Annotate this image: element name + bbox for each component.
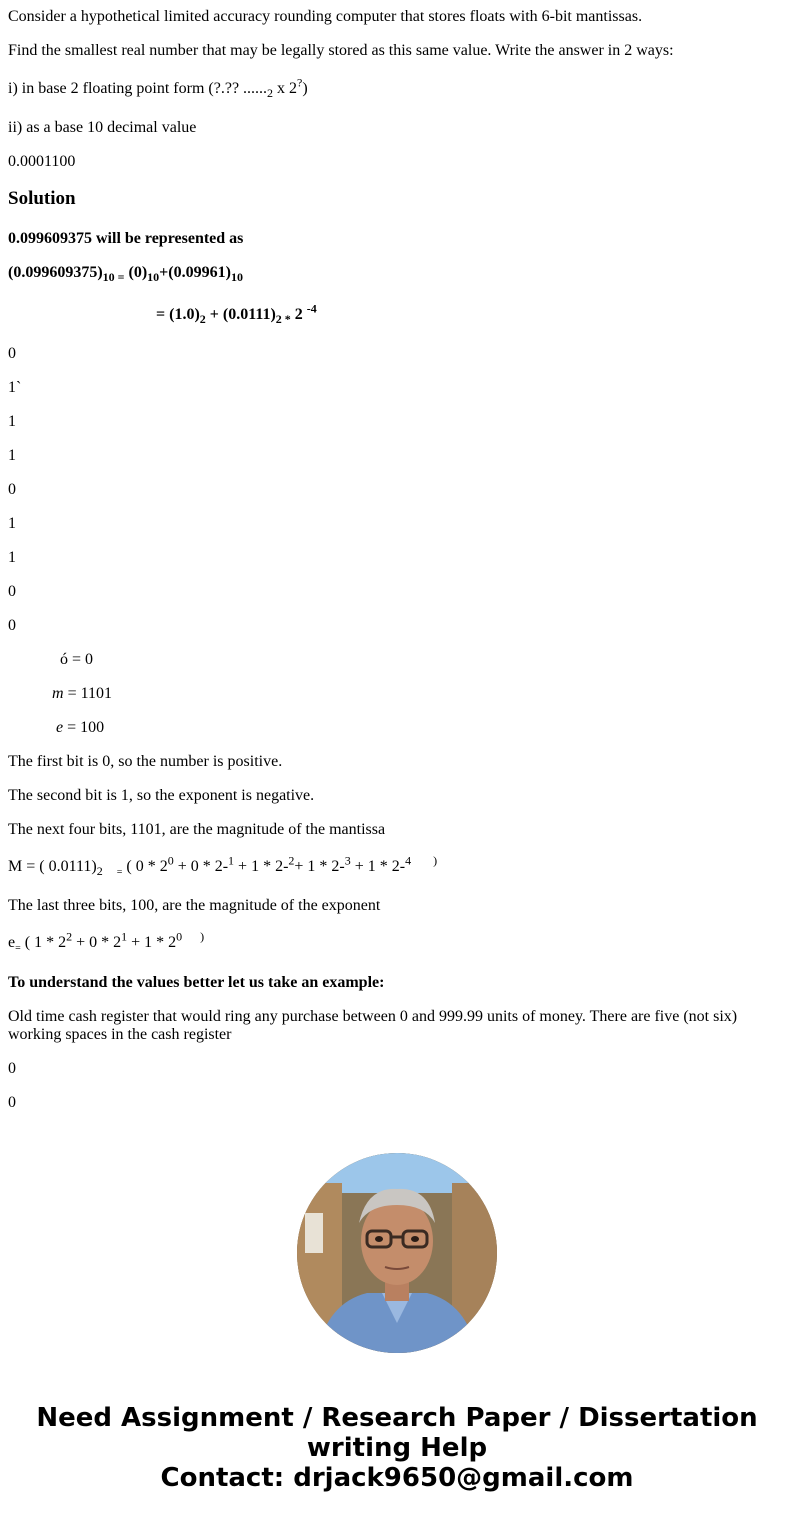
banner-contact: Contact: drjack9650@gmail.com [160, 1463, 634, 1493]
m-var: m [52, 685, 64, 702]
q3-end: ) [302, 80, 308, 97]
bit-6: 1 [8, 549, 16, 566]
eq2-b: + (0.0111) [205, 306, 276, 323]
explanation-3: The next four bits, 1101, are the magnitude of the mantissa [8, 821, 386, 838]
tail-bit-1: 0 [8, 1094, 16, 1111]
bit-7: 0 [8, 583, 16, 600]
question-line-4: ii) as a base 10 decimal value [8, 119, 197, 136]
eq2-c: 2 [290, 306, 307, 323]
bit-8: 0 [8, 617, 16, 634]
e-eq-sub: = [15, 943, 21, 955]
example-heading: To understand the values better let us take an example: [8, 974, 385, 991]
m-eq-p3: + 0 * 2- [173, 858, 229, 875]
eq2-a: = (1.0) [156, 306, 200, 323]
eq1-b-sub: 10 [147, 270, 160, 285]
m-eq-p4: + 1 * 2- [234, 858, 289, 875]
eq1-c: +(0.09961) [159, 264, 231, 281]
eq2-a-sub: 2 [199, 312, 206, 327]
e-eq-p3: + 0 * 2 [72, 934, 122, 951]
eq1-b: (0) [124, 264, 148, 281]
representation-line: 0.099609375 will be represented as [8, 230, 244, 247]
exponent-equation [8, 929, 205, 955]
q3-mid: x 2 [273, 80, 298, 97]
author-photo-drawing [297, 1153, 497, 1353]
e-val: = 100 [63, 719, 105, 736]
m-eq-eq: = [116, 867, 123, 879]
equation-2 [156, 301, 317, 327]
solution-heading: Solution [8, 188, 76, 209]
m-eq-s5: 4 [405, 853, 412, 868]
m-eq-s2: 1 [228, 853, 235, 868]
mantissa-equation [8, 853, 438, 879]
e-eq-s1: 2 [66, 929, 73, 944]
bit-4: 0 [8, 481, 16, 498]
m-eq-p2: ( 0 * 2 [122, 858, 168, 875]
question-line-1: Consider a hypothetical limited accuracy rounding computer that stores floats with 6-bit mantissas. [8, 8, 643, 25]
eq1-a: (0.099609375) [8, 264, 103, 281]
m-eq-sub: 2 [96, 864, 103, 879]
explanation-4: The last three bits, 100, are the magnitude of the exponent [8, 897, 381, 914]
eq2-c-sup: -4 [306, 301, 317, 316]
m-eq-s4: 3 [344, 853, 351, 868]
tail-bit-0: 0 [8, 1060, 16, 1077]
bit-1: 1` [8, 379, 22, 396]
m-eq-s3: 2 [288, 853, 295, 868]
question-value: 0.0001100 [8, 153, 76, 170]
promo-banner [0, 1403, 794, 1493]
e-eq-close: ) [200, 929, 205, 944]
e-line [56, 719, 104, 737]
e-eq-s3: 0 [176, 929, 183, 944]
e-eq-s2: 1 [121, 929, 128, 944]
e-eq-p1: e [8, 934, 16, 951]
m-line [52, 685, 112, 703]
e-eq-p2: ( 1 * 2 [20, 934, 67, 951]
explanation-2: The second bit is 1, so the exponent is negative. [8, 787, 315, 804]
e-eq-p4: + 1 * 2 [127, 934, 177, 951]
example-text: Old time cash register that would ring any purchase between 0 and 999.99 units of money. There are five (not six) working spaces in the cash register [8, 1008, 738, 1043]
author-photo [297, 1153, 497, 1353]
eq1-c-sub: 10 [230, 270, 243, 285]
banner-line-1: Need Assignment / Research Paper / Dissertation [36, 1403, 758, 1433]
banner-line-2: writing Help [306, 1433, 488, 1463]
m-eq-p1: M = ( 0.0111) [8, 858, 97, 875]
bit-2: 1 [8, 413, 16, 430]
m-eq-p5: + 1 * 2- [294, 858, 345, 875]
m-eq-s1: 0 [167, 853, 174, 868]
m-eq-close: ) [433, 853, 438, 868]
e-var: e [56, 719, 64, 736]
question-line-3 [8, 75, 308, 101]
equation-1 [8, 264, 243, 285]
bit-5: 1 [8, 515, 16, 532]
m-eq-p6: + 1 * 2- [350, 858, 406, 875]
m-val: = 1101 [63, 685, 112, 702]
explanation-1: The first bit is 0, so the number is positive. [8, 753, 283, 770]
q3-sub: 2 [267, 86, 274, 101]
question-line-2: Find the smallest real number that may be legally stored as this same value. Write the answer in 2 ways: [8, 42, 674, 59]
bit-0: 0 [8, 345, 16, 362]
bit-3: 1 [8, 447, 16, 464]
eq2-b-sub: 2 * [275, 312, 291, 327]
q3-sup: ? [297, 75, 303, 90]
sigma-line: ó = 0 [60, 651, 94, 668]
q3-text: i) in base 2 floating point form (?.?? ...... [8, 80, 268, 97]
eq1-a-sub: 10 = [102, 270, 125, 285]
